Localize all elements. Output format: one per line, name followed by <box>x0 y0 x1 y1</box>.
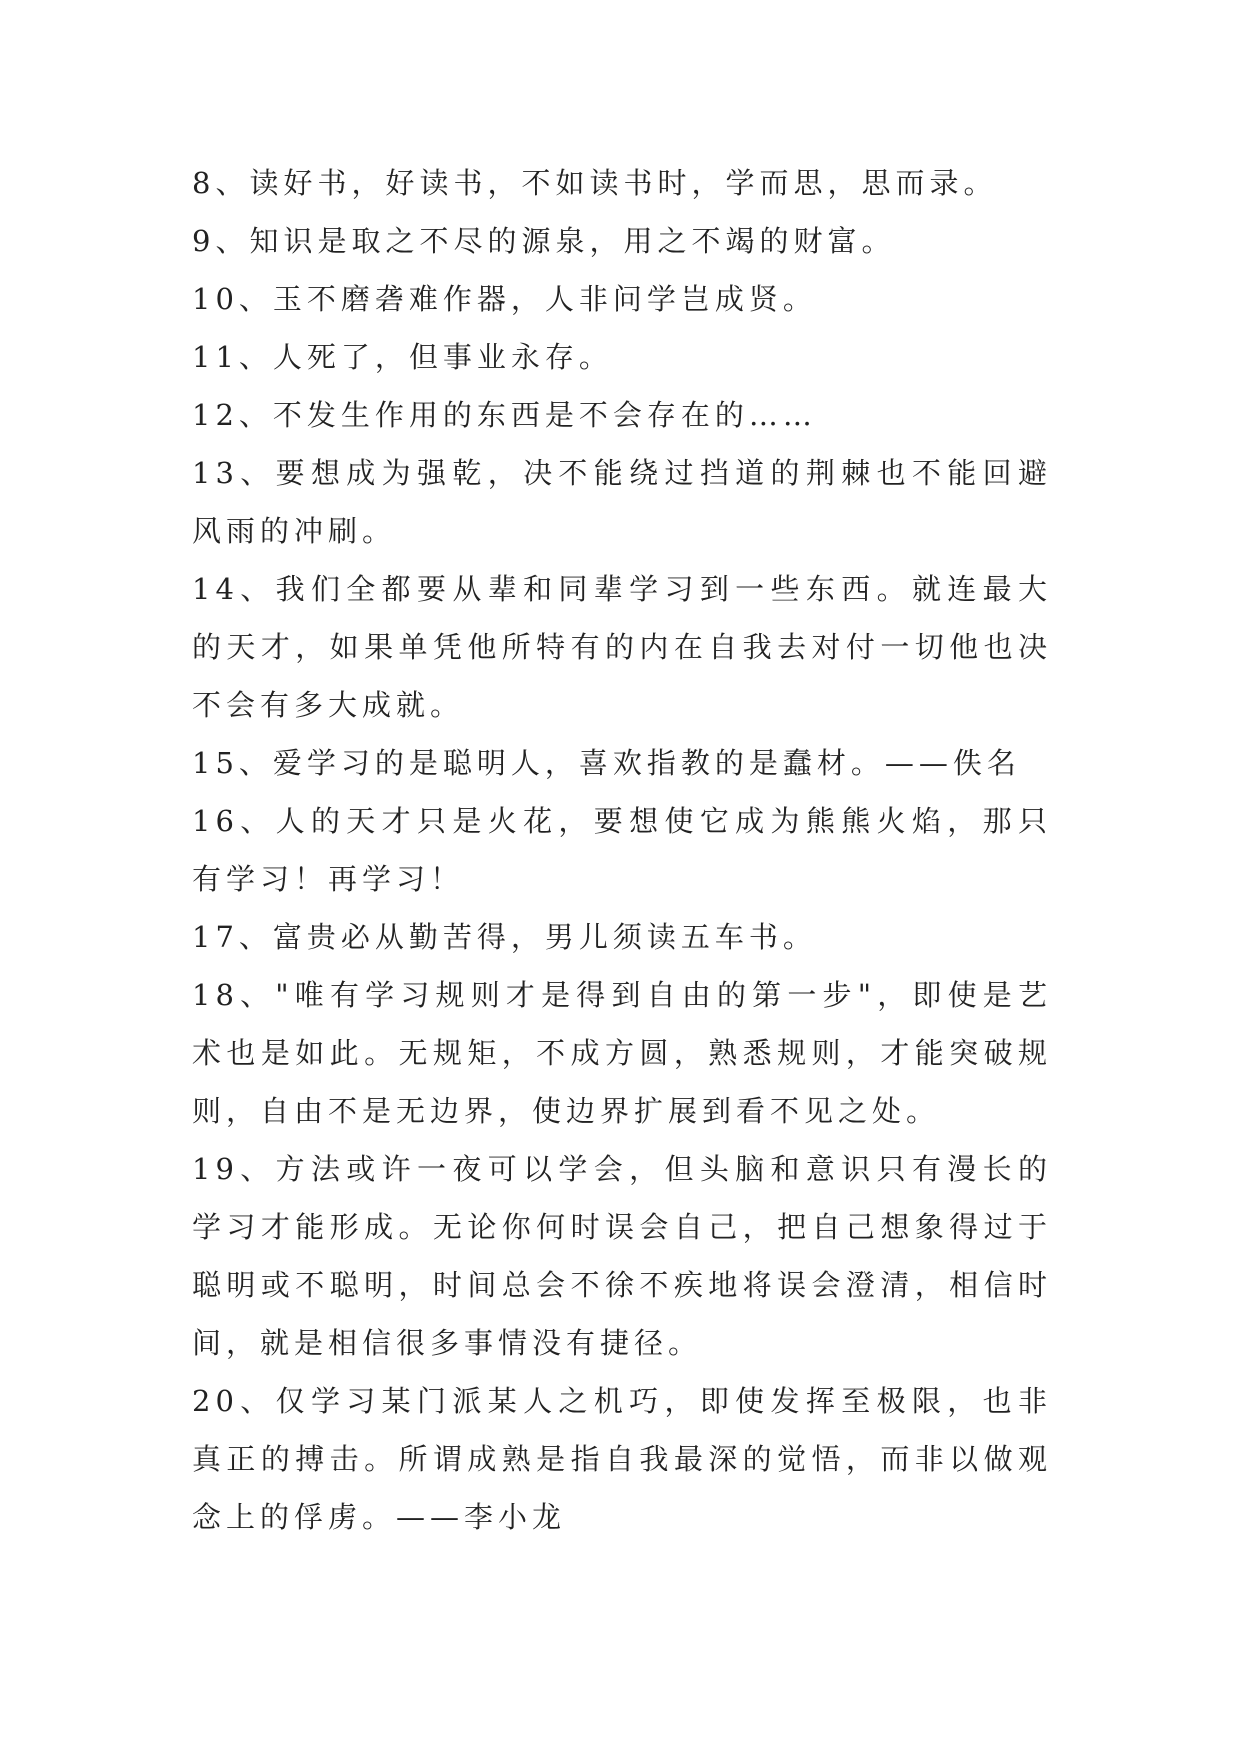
quote-item-11: 11、人死了，但事业永存。 <box>192 340 613 374</box>
quote-list <box>192 154 1052 1546</box>
quote-item-14: 14、我们全都要从辈和同辈学习到一些东西。就连最大的天才，如果单凭他所特有的内在自我去对付一切他也决不会有多大成就。 <box>192 572 1052 722</box>
quote-item-15: 15、爱学习的是聪明人，喜欢指教的是蠢材。——佚名 <box>192 746 1021 780</box>
quote-item-13: 13、要想成为强乾，决不能绕过挡道的荆棘也不能回避风雨的冲刷。 <box>192 456 1052 548</box>
quote-item-17: 17、富贵必从勤苦得，男儿须读五车书。 <box>192 920 817 954</box>
quote-item-20: 20、仅学习某门派某人之机巧，即使发挥至极限，也非真正的搏击。所谓成熟是指自我最深的觉悟，而非以做观念上的俘虏。——李小龙 <box>192 1384 1052 1534</box>
quote-item-8: 8、读好书，好读书，不如读书时，学而思，思而录。 <box>192 166 998 200</box>
quote-item-16: 16、人的天才只是火花，要想使它成为熊熊火焰，那只有学习！再学习！ <box>192 804 1052 896</box>
quote-item-9: 9、知识是取之不尽的源泉，用之不竭的财富。 <box>192 224 896 258</box>
quote-item-18: 18、"唯有学习规则才是得到自由的第一步"，即使是艺术也是如此。无规矩，不成方圆，熟悉规则，才能突破规则，自由不是无边界，使边界扩展到看不见之处。 <box>192 978 1052 1128</box>
quote-item-19: 19、方法或许一夜可以学会，但头脑和意识只有漫长的学习才能形成。无论你何时误会自己，把自己想象得过于聪明或不聪明，时间总会不徐不疾地将误会澄清，相信时间，就是相信很多事情没有捷径。 <box>192 1152 1052 1360</box>
quote-item-10: 10、玉不磨砻难作器，人非问学岂成贤。 <box>192 282 817 316</box>
quote-item-12: 12、不发生作用的东西是不会存在的…… <box>192 398 817 432</box>
